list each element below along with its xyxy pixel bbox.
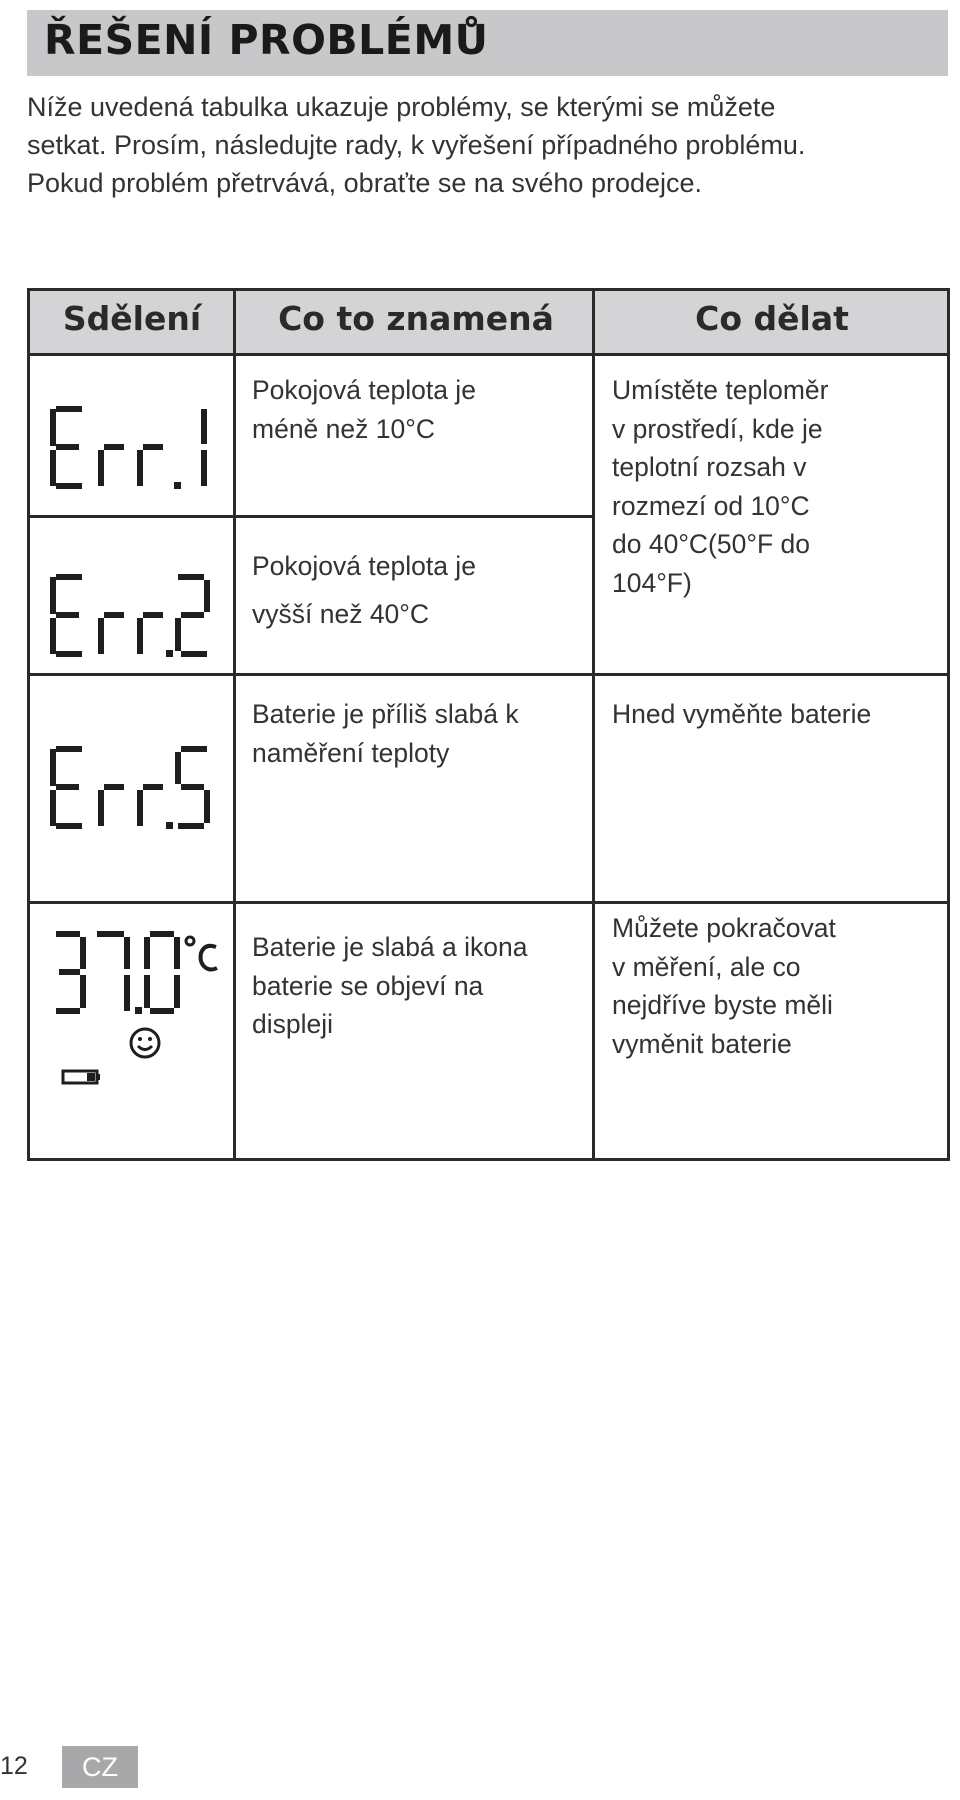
intro-line: setkat. Prosím, následujte rady, k vyřešení případného problému. xyxy=(27,130,806,160)
meaning-err1: Pokojová teplota je méně než 10°C xyxy=(252,375,476,444)
page-number: 12 xyxy=(0,1752,28,1780)
table-column-divider xyxy=(233,291,236,1161)
smiley-face-icon xyxy=(128,1026,162,1060)
table-divider xyxy=(30,673,947,676)
header-meaning: Co to znamená xyxy=(278,299,554,338)
lcd-display-err5 xyxy=(50,746,210,831)
table-column-divider xyxy=(592,291,595,1161)
lcd-display-err1 xyxy=(50,406,210,491)
table-divider xyxy=(30,515,592,518)
lcd-display-temperature xyxy=(50,931,220,1091)
low-battery-icon xyxy=(60,1068,102,1086)
intro-paragraph xyxy=(27,88,947,202)
page-title: ŘEŠENÍ PROBLÉMŮ xyxy=(44,16,489,64)
title-bar xyxy=(27,10,948,76)
meaning-err5: Baterie je příliš slabá k naměření teploty xyxy=(252,699,519,768)
troubleshooting-table xyxy=(27,288,950,1161)
table-divider xyxy=(30,901,947,904)
meaning-low-battery: Baterie je slabá a ikona baterie se objeví na displeji xyxy=(252,932,528,1039)
action-temperature-range: Umístěte teploměr v prostředí, kde je teplotní rozsah v rozmezí od 10°C do 40°C(50°F do 104°F) xyxy=(612,375,829,598)
language-badge: CZ xyxy=(62,1746,138,1788)
table-divider xyxy=(30,353,947,356)
meaning-err2: Pokojová teplota je vyšší než 40°C xyxy=(252,551,476,629)
intro-line: Pokud problém přetrvává, obraťte se na svého prodejce. xyxy=(27,168,703,198)
action-replace-battery: Hned vyměňte baterie xyxy=(612,699,872,729)
header-message: Sdělení xyxy=(62,299,202,338)
intro-line: Níže uvedená tabulka ukazuje problémy, se kterými se můžete xyxy=(27,92,776,122)
lcd-display-err2 xyxy=(50,574,210,659)
action-continue-measuring: Můžete pokračovat v měření, ale co nejdříve byste měli vyměnit baterie xyxy=(612,913,836,1059)
header-action: Co dělat xyxy=(695,299,849,338)
